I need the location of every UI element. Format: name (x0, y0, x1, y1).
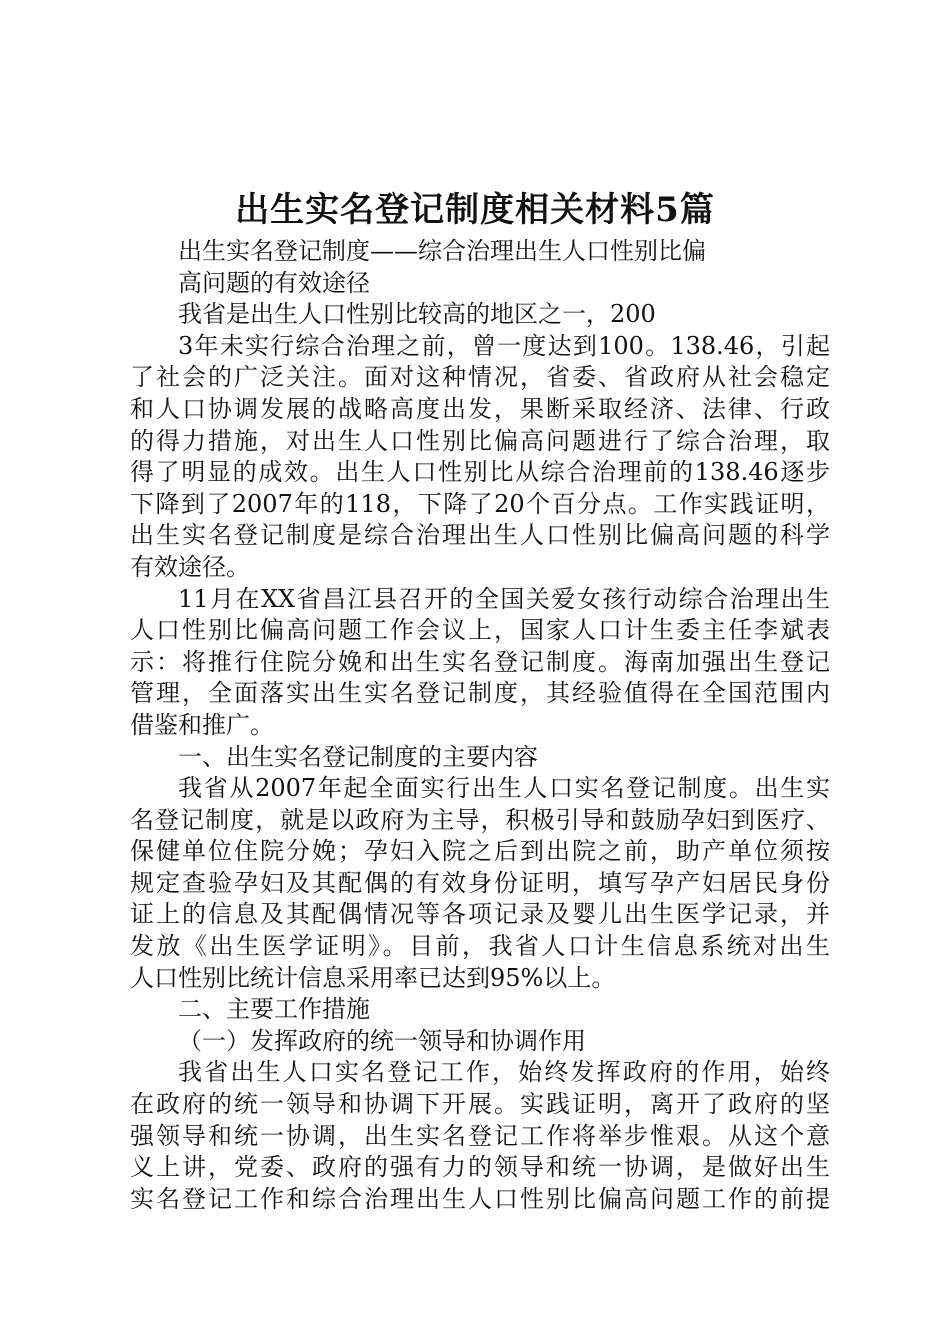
text-line: 实名登记工作和综合治理出生人口性别比偏高问题工作的前提 (130, 1184, 830, 1213)
text-line: 强领导和统一协调，出生实名登记工作将举步惟艰。从这个意 (130, 1121, 830, 1150)
text-line: 和人口协调发展的战略高度出发，果断采取经济、法律、行政 (130, 394, 830, 423)
text-line: 规定查验孕妇及其配偶的有效身份证明，填写孕产妇居民身份 (130, 868, 830, 897)
text-line: 有效途径。 (130, 552, 250, 581)
document-body (130, 236, 830, 1215)
text-line: 的得力措施，对出生人口性别比偏高问题进行了综合治理，取 (130, 426, 830, 455)
text-line: 人口性别比偏高问题工作会议上，国家人口计生委主任李斌表 (130, 616, 830, 645)
text-line: 我省出生人口实名登记工作，始终发挥政府的作用，始终 (178, 1058, 830, 1087)
document-title: 出生实名登记制度相关材料5篇 (235, 190, 715, 230)
text-line: 得了明显的成效。出生人口性别比从综合治理前的138.46逐步 (130, 458, 830, 487)
text-line: 义上讲，党委、政府的强有力的领导和统一协调，是做好出生 (130, 1153, 830, 1182)
subsection-heading: （一）发挥政府的统一领导和协调作用 (178, 1026, 586, 1055)
text-line: 下降到了2007年的118，下降了20个百分点。工作实践证明， (130, 489, 830, 518)
text-line: 3年未实行综合治理之前，曾一度达到100。138.46，引起 (178, 331, 830, 360)
text-line: 名登记制度，就是以政府为主导，积极引导和鼓励孕妇到医疗、 (130, 805, 830, 834)
text-line: 高问题的有效途径 (178, 268, 370, 297)
section-heading: 二、主要工作措施 (178, 995, 370, 1024)
text-line: 了社会的广泛关注。面对这种情况，省委、省政府从社会稳定 (130, 363, 830, 392)
text-line: 出生实名登记制度——综合治理出生人口性别比偏 (178, 237, 706, 265)
text-line: 发放《出生医学证明》。目前，我省人口计生信息系统对出生 (130, 932, 830, 961)
text-line: 示：将推行住院分娩和出生实名登记制度。海南加强出生登记 (130, 647, 830, 676)
text-line: 11月在XX省昌江县召开的全国关爱女孩行动综合治理出生 (178, 584, 830, 613)
text-line: 我省是出生人口性别比较高的地区之一，200 (178, 300, 656, 329)
text-line: 出生实名登记制度是综合治理出生人口性别比偏高问题的科学 (130, 521, 830, 550)
text-line: 我省从2007年起全面实行出生人口实名登记制度。出生实 (178, 774, 830, 803)
section-heading: 一、出生实名登记制度的主要内容 (178, 742, 538, 771)
text-line: 管理，全面落实出生实名登记制度，其经验值得在全国范围内 (130, 679, 830, 708)
text-line: 在政府的统一领导和协调下开展。实践证明，离开了政府的坚 (130, 1090, 830, 1119)
text-line: 证上的信息及其配偶情况等各项记录及婴儿出生医学记录，并 (130, 900, 830, 929)
text-line: 人口性别比统计信息采用率已达到95%以上。 (130, 963, 616, 992)
text-line: 保健单位住院分娩；孕妇入院之后到出院之前，助产单位须按 (130, 837, 830, 866)
text-line: 借鉴和推广。 (130, 710, 274, 739)
